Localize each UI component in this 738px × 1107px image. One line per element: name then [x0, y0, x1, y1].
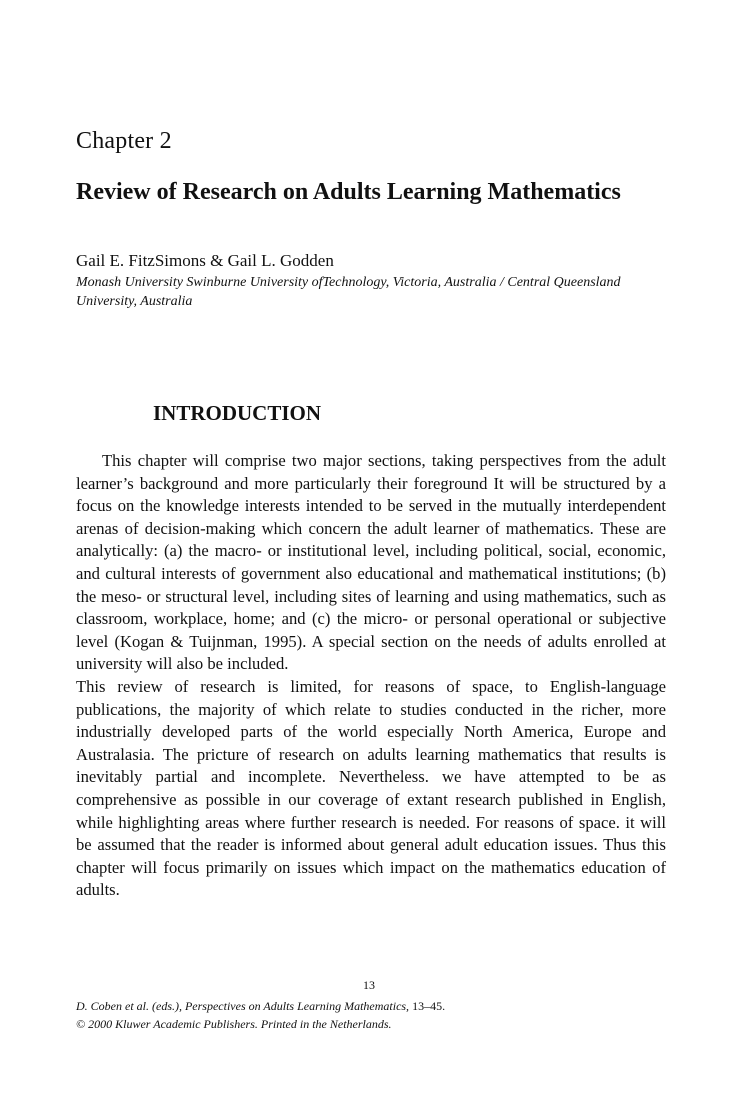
section-heading: INTRODUCTION — [153, 401, 322, 425]
paragraph-1: This chapter will comprise two major sections, taking perspectives from the adult learner’s background and more particularly their foreground It will be structured by a focus on the knowledge interests intended to be served in the mutually interdependent arenas of decision-making which concern the adult learner of mathematics. These are analytically: (a) the macro- or institutional level, including political, social, economic, and cultural interests of government also educational and mathematical institutions; (b) the meso- or structural level, including sites of learning and using mathematics, such as classroom, workplace, home; and (c) the micro- or personal operational or subjective level (Kogan & Tuijnman, 1995). A special section on the needs of adults enrolled at university will also be included. — [76, 451, 666, 674]
affiliation: Monash University Swinburne University ofTechnology, Victoria, Australia / Central Queensland University, Australia — [76, 275, 621, 309]
footer-citation-source: D. Coben et al. (eds.), Perspectives on Adults Learning Mathematics, — [76, 999, 410, 1013]
body-text — [76, 450, 666, 902]
chapter-label: Chapter 2 — [76, 128, 172, 154]
footer-citation — [76, 997, 445, 1015]
footer-citation-pages: 13–45. — [412, 999, 446, 1013]
authors: Gail E. FitzSimons & Gail L. Godden — [76, 251, 334, 270]
paragraph-2: This review of research is limited, for reasons of space, to English-language publications, the majority of which relate to studies conducted in the richer, more industrially developed parts of the world especially North America, Europe and Australasia. The pricture of research on adults learning mathematics that results is inevitably partial and incomplete. Nevertheless. we have attempted to be as comprehensive as possible in our coverage of extant research published in English, while highlighting areas where further research is needed. For reasons of space. it will be assumed that the reader is informed about general adult education issues. Thus this chapter will focus primarily on issues which impact on the mathematics education of adults. — [76, 676, 666, 900]
footer-copyright: © 2000 Kluwer Academic Publishers. Printed in the Netherlands. — [76, 1017, 392, 1031]
footer — [76, 997, 445, 1033]
page-number: 13 — [363, 978, 375, 992]
chapter-title: Review of Research on Adults Learning Mathematics — [76, 179, 621, 205]
